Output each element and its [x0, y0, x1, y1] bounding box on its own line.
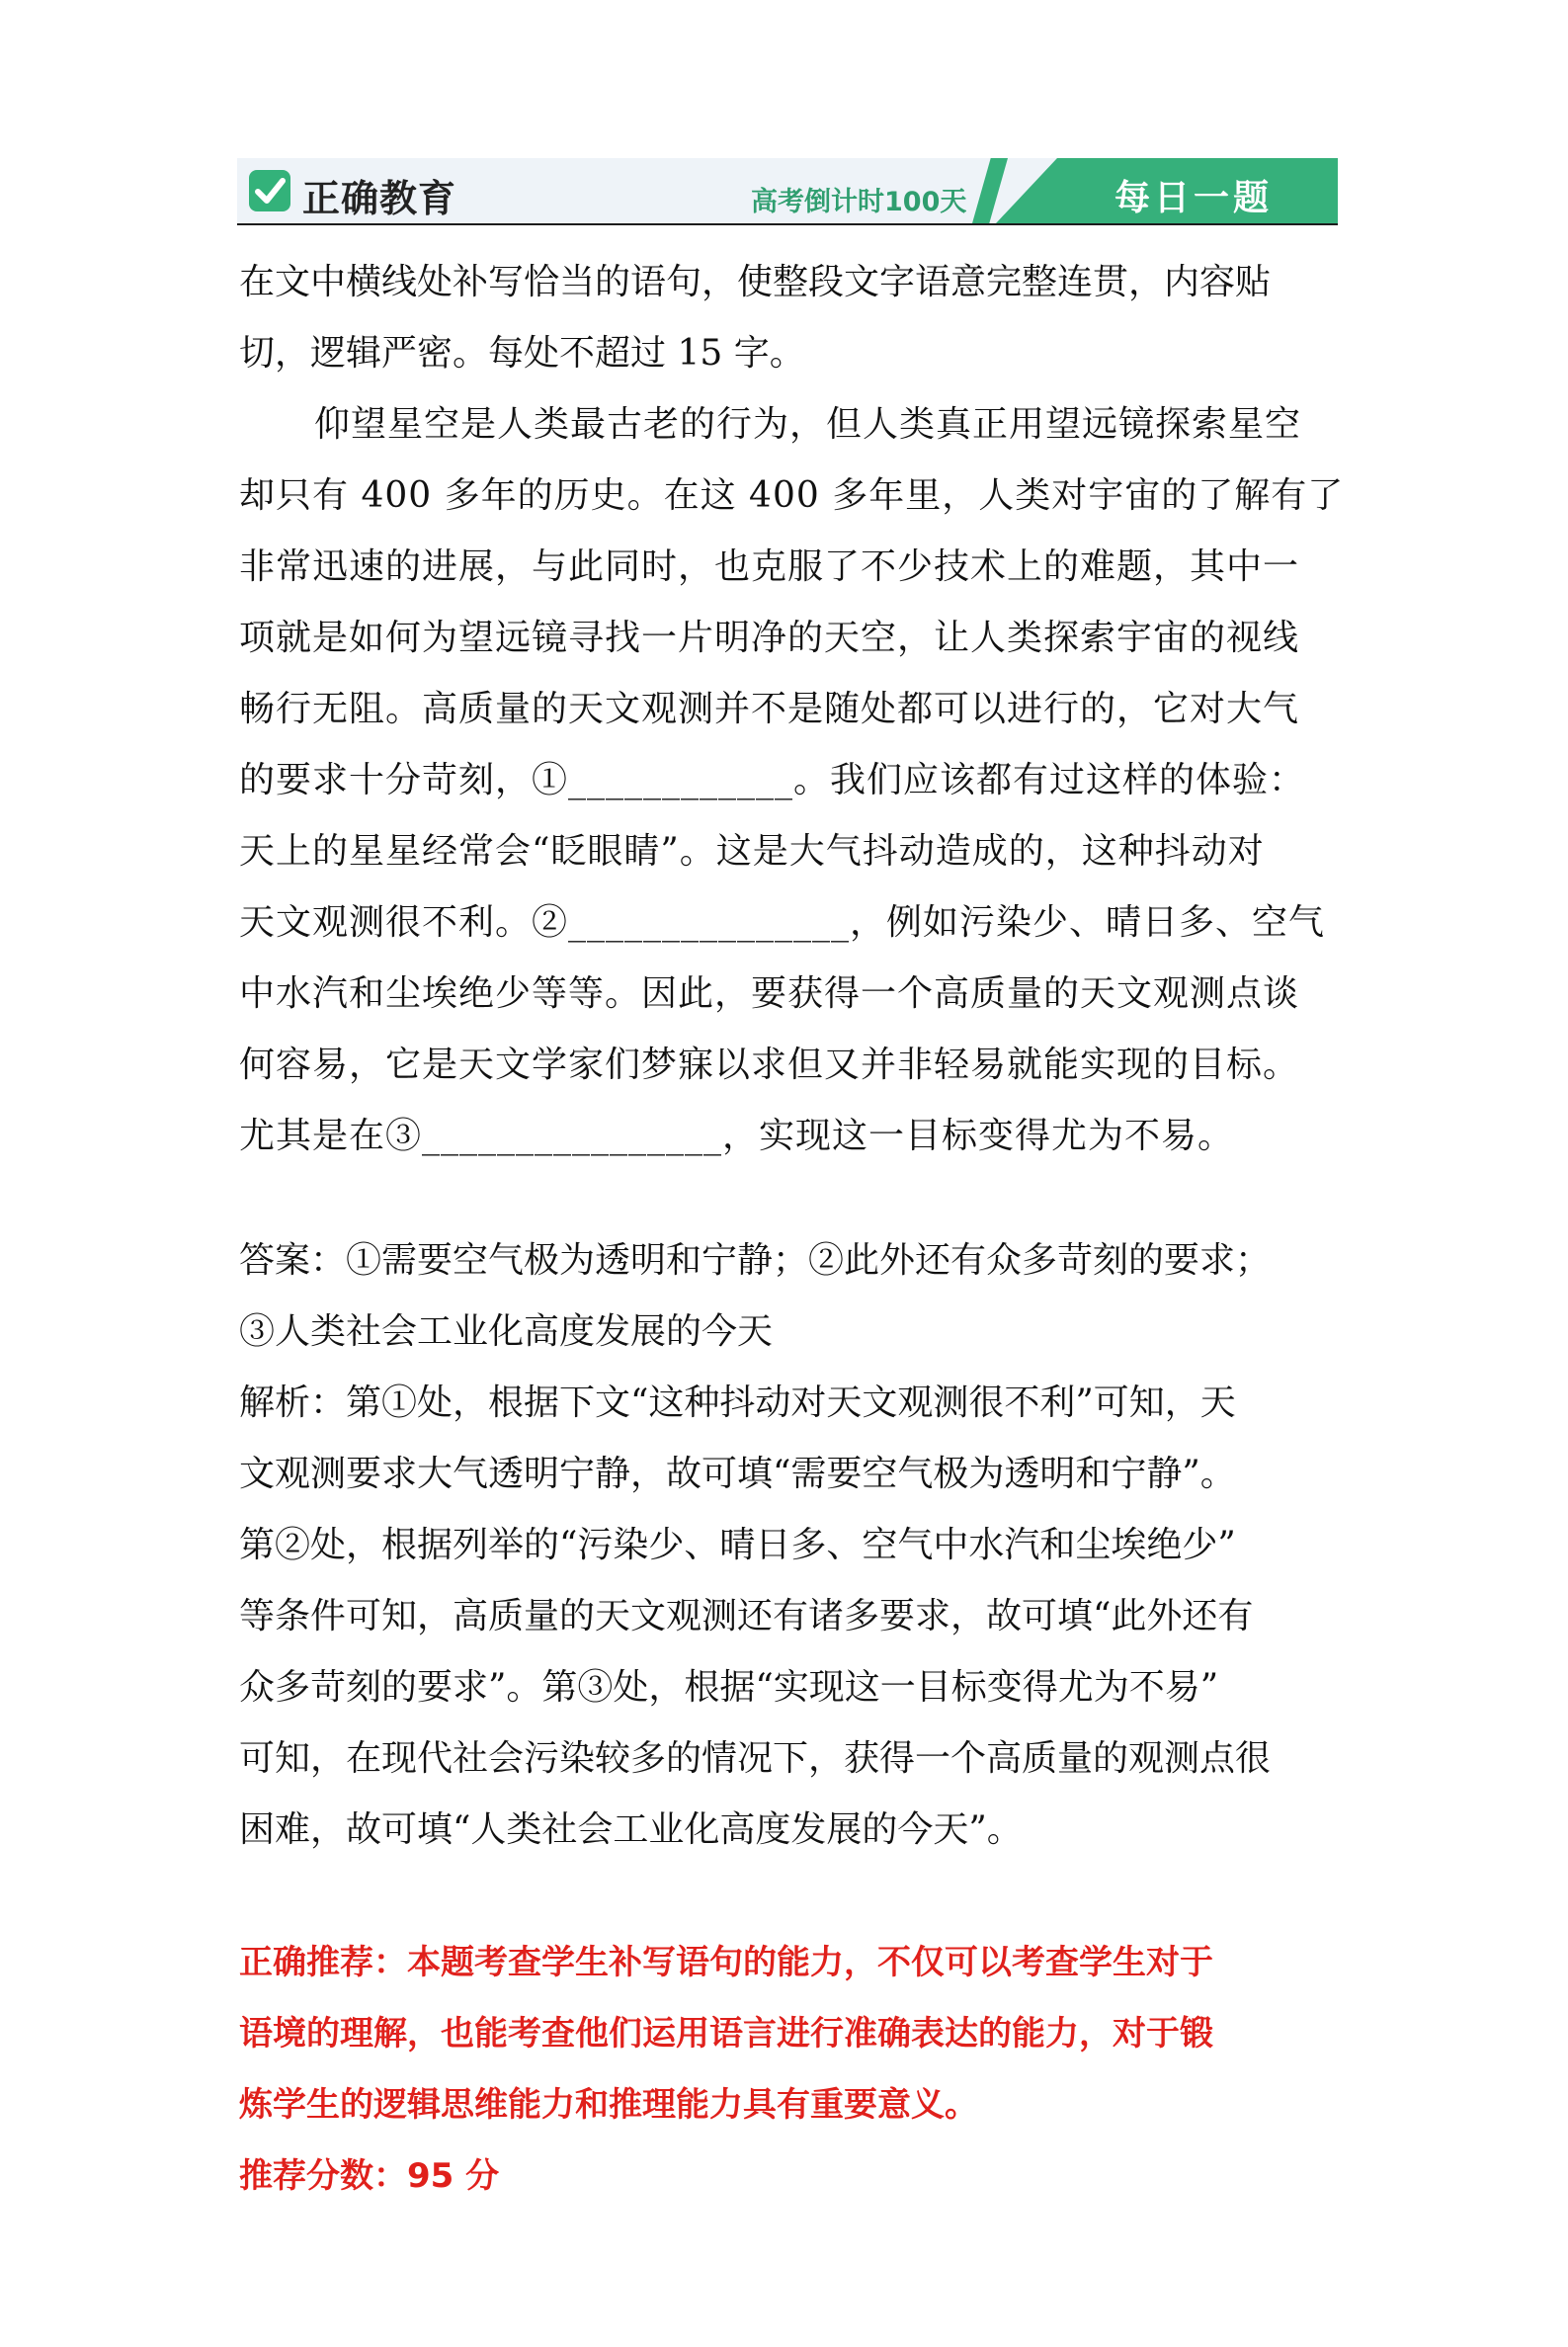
daily-question-label: 每日一题	[1114, 178, 1274, 218]
recommendation-section	[239, 1927, 1336, 2212]
passage-line: 的要求十分苛刻，①____________。我们应该都有过这样的体验：	[239, 760, 1306, 800]
passage-line: 何容易，它是天文学家们梦寐以求但又并非轻易就能实现的目标。	[239, 1045, 1300, 1085]
analysis-line: 第②处，根据列举的“污染少、晴日多、空气中水汽和尘埃绝少”	[239, 1525, 1236, 1565]
spacer	[239, 1172, 1336, 1225]
passage-line: 项就是如何为望远镜寻找一片明净的天空，让人类探索宇宙的视线	[239, 618, 1300, 658]
question-instruction	[239, 247, 1336, 389]
instruction-line: 切，逻辑严密。每处不超过 15 字。	[239, 333, 805, 374]
analysis-section	[239, 1368, 1336, 1866]
passage-line: 非常迅速的进展，与此同时，也克服了不少技术上的难题，其中一	[239, 546, 1300, 587]
countdown-label: 高考倒计时100天	[751, 187, 967, 217]
passage-line: 却只有 400 多年的历史。在这 400 多年里，人类对宇宙的了解有了	[239, 475, 1345, 516]
recommendation-line: 炼学生的逻辑思维能力和推理能力具有重要意义。	[239, 2085, 978, 2125]
answer-line: 答案：①需要空气极为透明和宁静；②此外还有众多苛刻的要求；	[239, 1240, 1272, 1281]
instruction-line: 在文中横线处补写恰当的语句，使整段文字语意完整连贯，内容贴	[239, 262, 1272, 302]
analysis-line: 解析：第①处，根据下文“这种抖动对天文观测很不利”可知，天	[239, 1383, 1236, 1423]
brand-name: 正确教育	[302, 177, 457, 220]
answer-section	[239, 1225, 1336, 1368]
passage-line: 中水汽和尘埃绝少等等。因此，要获得一个高质量的天文观测点谈	[239, 973, 1300, 1014]
passage-line: 畅行无阻。高质量的天文观测并不是随处都可以进行的，它对大气	[239, 689, 1300, 729]
analysis-line: 文观测要求大气透明宁静，故可填“需要空气极为透明和宁静”。	[239, 1454, 1236, 1494]
answer-line: ③人类社会工业化高度发展的今天	[239, 1311, 774, 1352]
recommendation-line: 正确推荐：本题考查学生补写语句的能力，不仅可以考查学生对于	[239, 1943, 1213, 1982]
checkmark-logo-icon	[249, 170, 290, 211]
document-body	[239, 247, 1345, 2212]
recommended-score: 推荐分数：95 分	[239, 2156, 500, 2196]
banner-underline	[237, 223, 1338, 225]
recommendation-line: 语境的理解，也能考查他们运用语言进行准确表达的能力，对于锻	[239, 2014, 1213, 2054]
header-banner	[237, 158, 1338, 225]
spacer	[239, 1866, 1336, 1927]
analysis-line: 可知，在现代社会污染较多的情况下，获得一个高质量的观测点很	[239, 1738, 1272, 1779]
analysis-line: 困难，故可填“人类社会工业化高度发展的今天”。	[239, 1809, 1023, 1850]
passage-line: 仰望星空是人类最古老的行为，但人类真正用望远镜探索星空	[314, 404, 1302, 445]
analysis-line: 众多苛刻的要求”。第③处，根据“实现这一目标变得尤为不易”	[239, 1667, 1219, 1708]
question-passage	[239, 389, 1345, 1172]
analysis-line: 等条件可知，高质量的天文观测还有诸多要求，故可填“此外还有	[239, 1596, 1254, 1636]
passage-line: 天上的星星经常会“眨眼睛”。这是大气抖动造成的，这种抖动对	[239, 831, 1265, 872]
passage-line: 尤其是在③________________，实现这一目标变得尤为不易。	[239, 1116, 1235, 1156]
passage-line: 天文观测很不利。②_______________，例如污染少、晴日多、空气	[239, 902, 1326, 943]
